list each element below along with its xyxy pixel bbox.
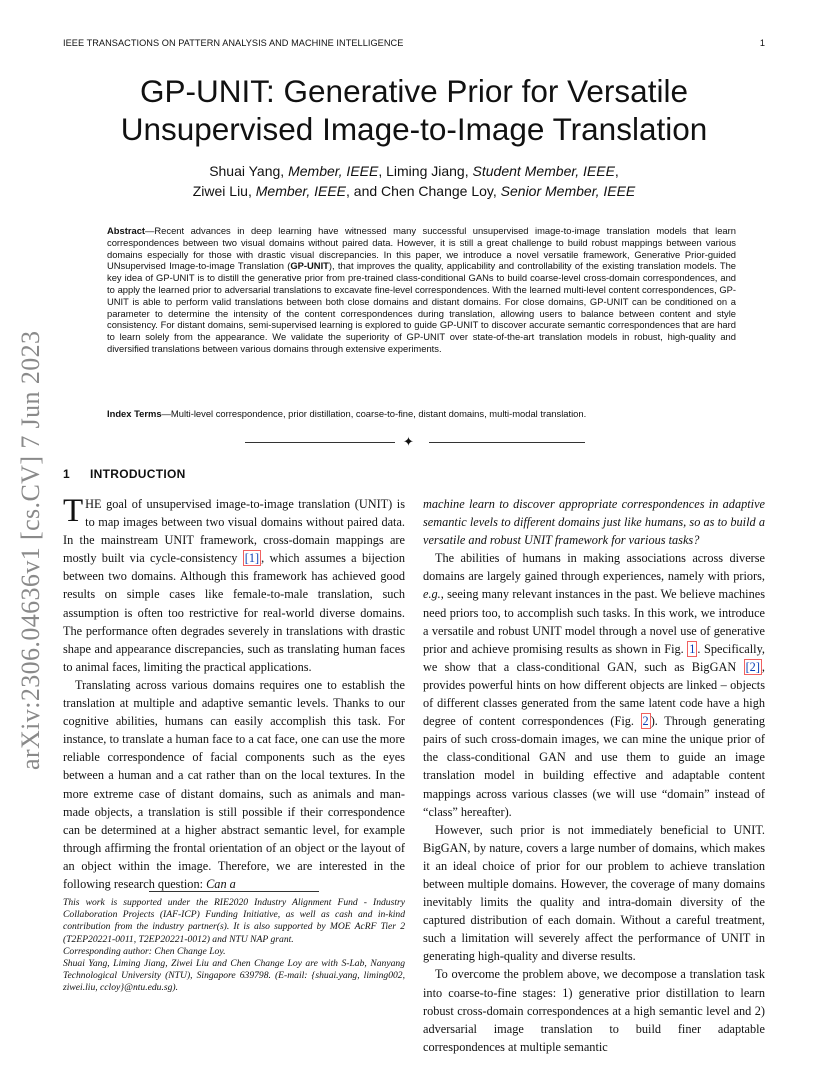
separator-rule <box>429 442 585 443</box>
footnote: Shuai Yang, Liming Jiang, Ziwei Liu and Chen Change Loy are with S-Lab, Nanyang Technological University (NTU), Singapore 639798. (E-mail: {shuai.yang, liming002, ziwei.liu, ccloy}@ntu.edu.sg). <box>63 958 405 994</box>
paragraph <box>423 495 765 549</box>
abstract <box>107 225 736 355</box>
drop-cap: T <box>63 493 84 529</box>
index-terms-text: —Multi-level correspondence, prior distillation, coarse-to-fine, distant domains, multi-modal translation. <box>161 408 587 419</box>
footnote: This work is supported under the RIE2020 Industry Alignment Fund - Industry Collaboration Projects (IAF-ICP) Funding Initiative, as well as cash and in-kind contribution from the industry partner(s). It is also supported by MOE AcRF Tier 2 (T2EP20221-0011, T2EP20221-0012) and NTU NAP grant. <box>63 897 405 945</box>
author-separator: , <box>614 163 619 179</box>
index-terms <box>107 408 736 420</box>
separator-star-icon: ✦ <box>403 434 414 449</box>
section-heading <box>63 467 186 481</box>
abstract-text: ), that improves the quality, applicability and controllability of the existing translation models. The key idea of GP-UNIT is to distill the generative prior from pre-trained class-conditional GANs to build coarse-level cross-domain correspondences, and to apply the learned prior to adversarial translations to excavate fine-level correspondences. With the learned multi-level content correspondences, GP-UNIT is able to perform valid translations between both close domains and distant domains. For close domains, GP-UNIT can be conditioned on a parameter to determine the intensity of the content correspondences during translation, allowing users to balance between content and style consistency. For distant domains, semi-supervised learning is explored to guide GP-UNIT to discover accurate semantic correspondences that are hard to learn solely from the appearance. We validate the superiority of GP-UNIT over state-of-the-art translation models in robust, high-quality and diversified translations between various domains through extensive experiments. <box>107 260 736 354</box>
author-list <box>63 161 765 201</box>
paragraph-text: ). Through generating pairs of such cross-domain images, we can mine the unique prior of the class-conditional GAN and use them to guide an image translation model in building effective and adaptable content mappings across various classes (we will use “domain” instead of “class” hereafter). <box>423 714 766 819</box>
title-line-2: Unsupervised Image-to-Image Translation <box>120 111 708 147</box>
paragraph: To overcome the problem above, we decompose a translation task into coarse-to-fine stages: 1) generative prior distillation to learn robust cross-domain correspondences at a high semantic level and 2) adversarial image translation to build finer adaptable correspondences at multiple semantic <box>423 967 765 1054</box>
arxiv-identifier: arXiv:2306.04636v1 [cs.CV] 7 Jun 2023 <box>16 330 45 770</box>
page-number: 1 <box>759 38 765 48</box>
paragraph: However, such prior is not immediately beneficial to UNIT. BigGAN, by nature, covers a large number of domains, which makes it an ideal choice of prior for our problem to achieve translation between multiple domains. However, the coverage of many domains inevitably limits the quality and intra-domain diversity of the captured distribution of each domain. Without a careful treatment, such a limitation will severely affect the performance of UNIT in generating high-quality and diverse results. <box>423 822 765 964</box>
citation-link[interactable]: [1] <box>244 551 260 566</box>
abstract-label: Abstract <box>107 225 146 236</box>
paragraph-text: , provides powerful hints on how different objects are linked – objects of different classes generated from the same latent code have a high degree of content correspondences (Fig. <box>423 659 765 729</box>
left-column <box>63 495 405 893</box>
paragraph-text-italic: Can a <box>206 876 236 891</box>
paragraph-text-italic: e.g. <box>423 587 441 602</box>
paragraph-text-italic: machine learn to discover appropriate correspondences in adaptive semantic levels to different domains just like humans, so as to build a versatile and robust UNIT framework for various tasks? <box>423 497 765 548</box>
section-title: INTRODUCTION <box>90 467 186 481</box>
citation-link[interactable]: [2] <box>745 659 760 674</box>
author-name: Shuai Yang, <box>209 163 289 179</box>
paragraph-text: Translating across various domains requires one to establish the translation at multiple and adaptive semantic levels. Thanks to our cognitive abilities, humans can easily accomplish this task. For instance, to translate a human face to a cat face, one can use the more reliable correspondence of facial components such as the eyes between a human and a cat rather than on the local textures. In the more extreme case of distant domains, such as animals and man-made objects, a translation is still possible if their correspondence can be determined at a higher abstract semantic level, for example through affirming the frontal orientation of an object or the layout of an object within the image. Therefore, we are interested in the following research question: <box>63 677 405 891</box>
footnotes <box>63 897 405 995</box>
section-number: 1 <box>63 467 70 481</box>
right-column <box>423 495 765 1056</box>
author-name: , and Chen Change Loy, <box>346 183 501 199</box>
abstract-method-name: GP-UNIT <box>290 260 329 272</box>
figure-link[interactable]: 2 <box>642 714 649 729</box>
footnote: Corresponding author: Chen Change Loy. <box>63 945 226 957</box>
paragraph <box>423 549 765 820</box>
footnote-rule <box>149 891 319 892</box>
author-role: Student Member, IEEE <box>472 163 615 179</box>
paragraph-text: HE goal of unsupervised image-to-image translation (UNIT) is to map images between two visual domains without paired data. In the mainstream UNIT framework, cross-domain mappings are mostly built via cycle-consistency <box>63 497 405 566</box>
author-name: Ziwei Liu, <box>192 183 256 199</box>
title-line-1: GP-UNIT: Generative Prior for Versatile <box>140 73 688 109</box>
paragraph-text: . Specifically, we show that a class-conditional GAN, such as BigGAN <box>423 641 766 674</box>
separator-rule <box>245 442 395 443</box>
author-role: Senior Member, IEEE <box>500 183 636 199</box>
paragraph-text: , seeing many relevant instances in the past. We believe machines need priors too, to accomplish such tasks. In this work, we introduce a versatile and robust UNIT model through a novel use of generative prior and achieve promising results as shown in Fig. <box>423 587 765 656</box>
running-header: IEEE TRANSACTIONS ON PATTERN ANALYSIS AND MACHINE INTELLIGENCE <box>63 38 404 48</box>
figure-link[interactable]: 1 <box>689 641 696 656</box>
abstract-text: —Recent advances in deep learning have witnessed many successful unsupervised image-to-image translation models that learn correspondences between two visual domains without paired data. However, it is still a great challenge to build robust mappings between various domains especially for those with drastic visual discrepancies. In this paper, we introduce a novel versatile framework, Generative Prior-guided UNsupervised Image-to-image Translation ( <box>107 225 736 272</box>
paragraph-text: The abilities of humans in making associations across diverse domains are largely gained through experiences, namely with priors, <box>423 551 765 584</box>
author-role: Member, IEEE <box>255 183 347 199</box>
paragraph-text: , which assumes a bijection between two domains. Although this framework has achieved good results on simple cases like female-to-male translation, such assumption is often too restrictive for real-world diverse domains. The performance often degrades severely in translations with drastic shape and appearance discrepancies, such as translating human faces to animal faces, limiting the practical applications. <box>63 551 405 674</box>
paragraph <box>63 676 405 893</box>
author-name: , Liming Jiang, <box>378 163 473 179</box>
index-terms-label: Index Terms <box>107 408 162 419</box>
paragraph <box>63 495 405 676</box>
paper-title <box>63 72 765 148</box>
section-separator <box>245 436 585 448</box>
author-role: Member, IEEE <box>288 163 379 179</box>
